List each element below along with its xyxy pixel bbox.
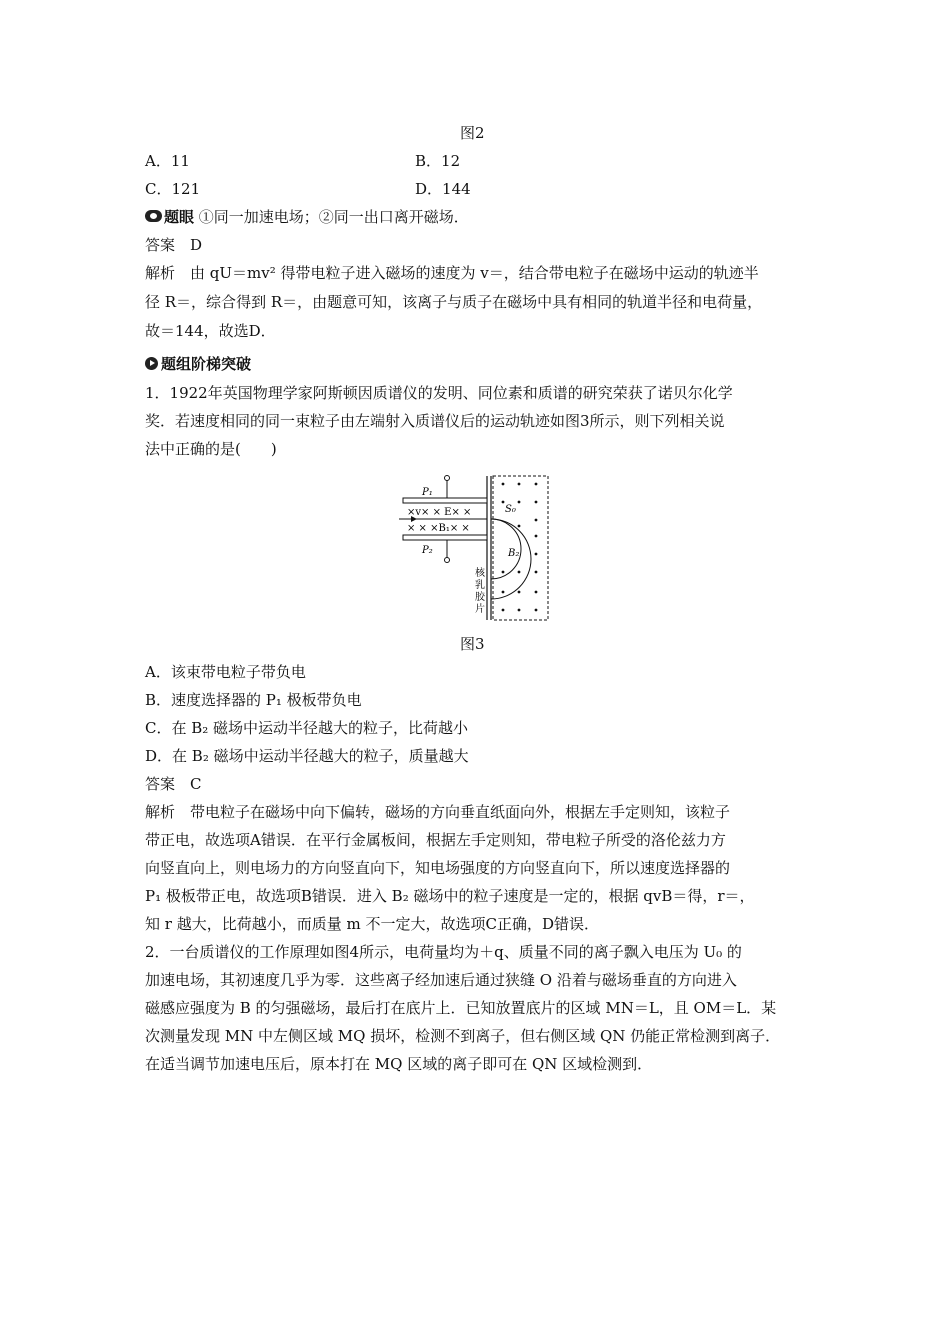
analysis-q1-line-3: 向竖直向上，则电场力的方向竖直向下，知电场强度的方向竖直向下，所以速度选择器的 <box>145 859 731 877</box>
q1-option-b: B．速度选择器的 P₁ 极板带负电 <box>145 691 362 709</box>
label-s0: S₀ <box>505 504 516 515</box>
field-row-2: × × ×B₁× × <box>407 523 470 534</box>
eye-icon <box>145 210 162 222</box>
q1-stem-line-3: 法中正确的是( ) <box>145 440 277 458</box>
figure-2-caption: 图2 <box>460 124 485 142</box>
q1-option-c: C．在 B₂ 磁场中运动半径越大的粒子，比荷越小 <box>145 719 469 737</box>
figure-3-caption: 图3 <box>460 635 485 653</box>
q2-stem-line-1: 2．一台质谱仪的工作原理如图4所示，电荷量均为＋q、质量不同的离子飘入电压为 U₀ 的 <box>145 943 742 961</box>
play-icon <box>145 357 158 370</box>
option-b: B．12 <box>415 152 461 170</box>
option-d: D．144 <box>415 180 471 198</box>
q1-stem-line-1: 1．1922年英国物理学家阿斯顿因质谱仪的发明、同位素和质谱的研究荣获了诺贝尔化学 <box>145 384 733 402</box>
tiyan-row <box>145 207 469 227</box>
film-char-2: 乳 <box>475 580 485 591</box>
film-char-4: 片 <box>475 604 485 615</box>
plate-p2 <box>403 535 487 540</box>
q1-option-a: A．该束带电粒子带负电 <box>145 663 306 681</box>
analysis-q1-line-4: P₁ 极板带正电，故选项B错误．进入 B₂ 磁场中的粒子速度是一定的，根据 qvB＝得，r＝， <box>145 887 755 905</box>
analysis-q1-line-2: 带正电，故选项A错误．在平行金属板间，根据左手定则知，带电粒子所受的洛伦兹力方 <box>145 831 726 849</box>
field-dots <box>502 483 538 612</box>
tiyan-label: 题眼 <box>164 208 195 226</box>
section-header <box>145 354 251 374</box>
analysis-q0-line-1: 解析 由 qU＝mv² 得带电粒子进入磁场的速度为 v＝，结合带电粒子在磁场中运动的轨迹半 <box>145 264 759 282</box>
terminal-p1 <box>445 476 450 481</box>
answer-q1: 答案 C <box>145 775 202 793</box>
field-row-1: ×v× × E× × <box>407 507 472 518</box>
film-char-3: 胶 <box>475 592 485 603</box>
label-b2: B₂ <box>508 548 520 559</box>
figure-3-diagram <box>395 468 555 624</box>
analysis-q0-line-2: 径 R＝，综合得到 R＝，由题意可知，该离子与质子在磁场中具有相同的轨道半径和电荷量， <box>145 293 763 311</box>
answer-q0: 答案 D <box>145 236 203 254</box>
analysis-q1-line-1: 解析 带电粒子在磁场中向下偏转，磁场的方向垂直纸面向外，根据左手定则知，该粒子 <box>145 803 731 821</box>
tiyan-text: ①同一加速电场；②同一出口离开磁场． <box>198 208 469 226</box>
terminal-p2 <box>445 558 450 563</box>
q2-stem-line-2: 加速电场，其初速度几乎为零．这些离子经加速后通过狭缝 O 沿着与磁场垂直的方向进入 <box>145 971 737 989</box>
q2-stem-line-5: 在适当调节加速电压后，原本打在 MQ 区域的离子即可在 QN 区域检测到． <box>145 1055 653 1073</box>
label-p1: P₁ <box>422 487 433 498</box>
analysis-q1-line-5: 知 r 越大，比荷越小，而质量 m 不一定大，故选项C正确，D错误． <box>145 915 599 933</box>
film-char-1: 核 <box>475 568 485 579</box>
q1-stem-line-2: 奖．若速度相同的同一束粒子由左端射入质谱仪后的运动轨迹如图3所示，则下列相关说 <box>145 412 725 430</box>
q1-option-d: D．在 B₂ 磁场中运动半径越大的粒子，质量越大 <box>145 747 469 765</box>
q2-stem-line-3: 磁感应强度为 B 的匀强磁场，最后打在底片上．已知放置底片的区域 MN＝L，且 OM＝L．某 <box>145 999 777 1017</box>
plate-p1 <box>403 498 487 503</box>
section-title: 题组阶梯突破 <box>161 355 252 373</box>
q2-stem-line-4: 次测量发现 MN 中左侧区域 MQ 损坏，检测不到离子，但右侧区域 QN 仍能正常检测到离子． <box>145 1027 781 1045</box>
label-p2: P₂ <box>422 545 433 556</box>
analysis-q0-line-3: 故＝144，故选D． <box>145 322 276 340</box>
option-c: C．121 <box>145 180 201 198</box>
option-a: A．11 <box>145 152 190 170</box>
trajectory-large <box>491 519 531 599</box>
